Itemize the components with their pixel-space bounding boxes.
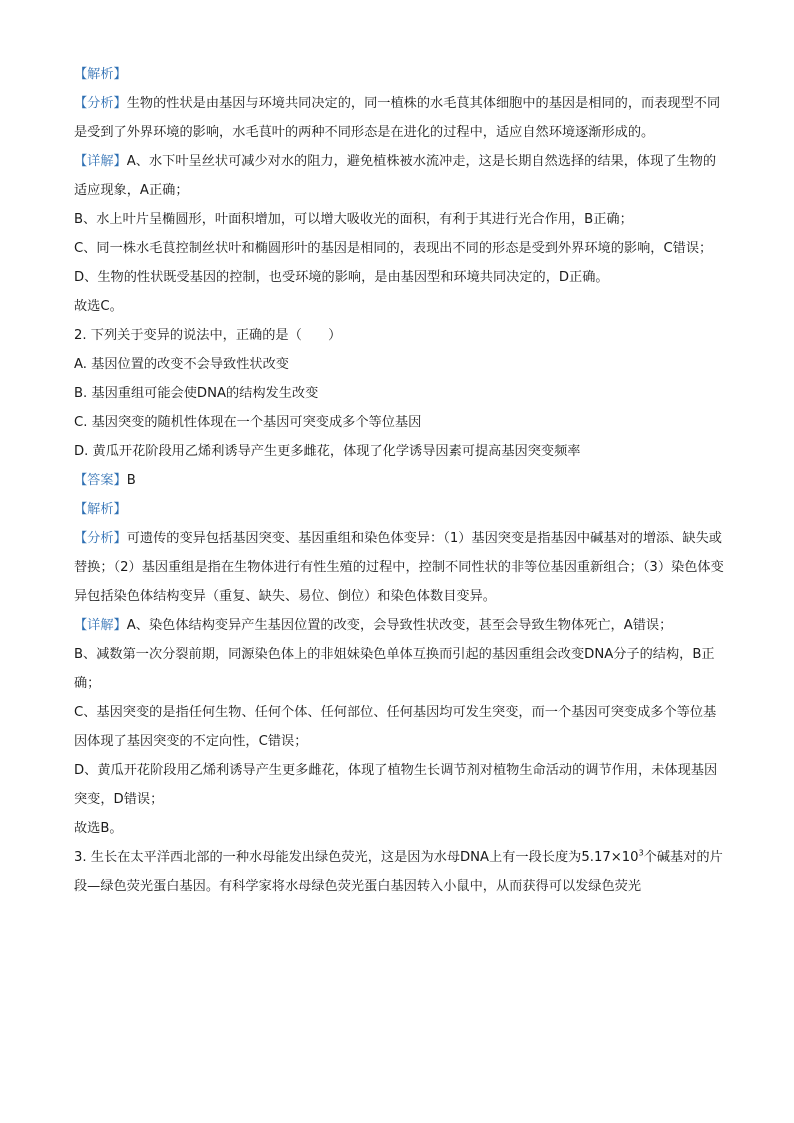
q3-stem: 3. 生长在太平洋西北部的一种水母能发出绿色荧光，这是因为水母DNA上有一段长度为$5.17\times 10^3$个碱基对的片段—绿色荧光蛋白基因。有科学家将水母绿色荧光蛋白基因转入小鼠中，从而获得可以发绿色荧光 [74,848,723,894]
q2-detail-b: B、减数第一次分裂前期，同源染色体上的非姐妹染色单体互换而引起的基因重组会改变DNA分子的结构，B正确； [74,647,715,691]
q2-option-c: C. 基因突变的随机性体现在一个基因可突变成多个等位基因 [74,415,422,430]
q1-detail-b: B、水上叶片呈椭圆形，叶面积增加，可以增大吸收光的面积，有利于其进行光合作用，B正确； [74,212,633,227]
q2-stem: 2. 下列关于变异的说法中，正确的是（ ） [74,328,342,343]
q2-option-d: D. 黄瓜开花阶段用乙烯利诱导产生更多雌花，体现了化学诱导因素可提高基因突变频率 [74,444,581,459]
q1-conclusion: 故选C。 [74,299,123,314]
q2-answer: 【答案】B [74,473,136,488]
q2-detail-a: 【详解】A、染色体结构变异产生基因位置的改变，会导致性状改变，甚至会导致生物体死亡，A错误； [74,618,673,633]
q1-detail-c: C、同一株水毛茛控制丝状叶和椭圆形叶的基因是相同的，表现出不同的形态是受到外界环境的影响，C错误； [74,241,713,256]
q2-option-a: A. 基因位置的改变不会导致性状改变 [74,357,289,372]
q2-conclusion: 故选B。 [74,821,123,836]
q2-option-b: B. 基因重组可能会使DNA的结构发生改变 [74,386,319,401]
q2-detail-c: C、基因突变的是指任何生物、任何个体、任何部位、任何基因均可发生突变，而一个基因可突变成多个等位基因体现了基因突变的不定向性，C错误； [74,705,717,749]
document-page [74,60,724,901]
q1-analysis: 【分析】生物的性状是由基因与环境共同决定的，同一植株的水毛茛其体细胞中的基因是相同的，而表现型不同是受到了外界环境的影响，水毛茛叶的两种不同形态是在进化的过程中，适应自然环境逐渐形成的。 [74,96,721,140]
analysis-heading: 【解析】 [74,67,127,82]
q1-detail-a: 【详解】A、水下叶呈丝状可减少对水的阻力，避免植株被水流冲走，这是长期自然选择的结果，体现了生物的适应现象，A正确； [74,154,717,198]
q1-detail-d: D、生物的性状既受基因的控制，也受环境的影响，是由基因型和环境共同决定的，D正确。 [74,270,609,285]
q2-analysis-heading: 【解析】 [74,502,127,517]
q2-detail-d: D、黄瓜开花阶段用乙烯利诱导产生更多雌花，体现了植物生长调节剂对植物生命活动的调节作用，未体现基因突变，D错误； [74,763,718,807]
q2-analysis: 【分析】可遗传的变异包括基因突变、基因重组和染色体变异：（1）基因突变是指基因中碱基对的增添、缺失或替换；（2）基因重组是指在生物体进行有性生殖的过程中，控制不同性状的非等位基因重新组合；（3）染色体变异包括染色体结构变异（重复、缺失、易位、倒位）和染色体数目变异。 [74,531,724,604]
